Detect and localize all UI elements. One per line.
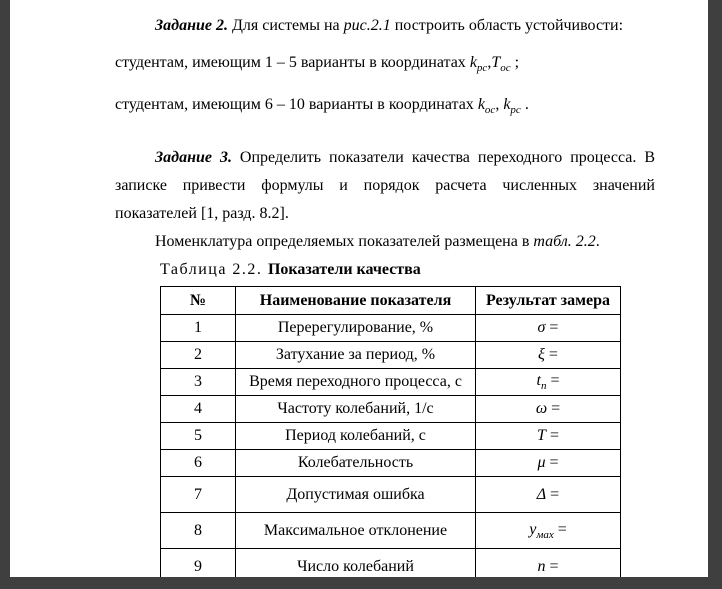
measurement-result: T =: [476, 423, 621, 450]
document-page: [10, 0, 708, 577]
row-number: 7: [161, 477, 236, 513]
task2-line3: студентам, имеющим 6 – 10 варианты в координатах $k_{ос}$, $k_{рс}$ .: [115, 96, 529, 116]
table-row: [161, 477, 621, 513]
row-number: 1: [161, 315, 236, 342]
row-number: 6: [161, 450, 236, 477]
indicator-name: Время переходного процесса, с: [236, 369, 476, 396]
indicator-name: Допустимая ошибка: [236, 477, 476, 513]
table-header: [161, 287, 621, 315]
measurement-result: Δ =: [476, 477, 621, 513]
quality-indicators-table: [160, 286, 621, 577]
task2-line1: Задание 2. Для системы на рис.2.1 построить область устойчивости:: [155, 17, 624, 34]
task2-line2: студентам, имеющим 1 – 5 варианты в координатах $k_{рс},T_{ос}$ ;: [115, 54, 520, 74]
measurement-result: ξ =: [476, 342, 621, 369]
table-row: [161, 396, 621, 423]
row-number: 3: [161, 369, 236, 396]
indicator-name: Колебательность: [236, 450, 476, 477]
row-number: 4: [161, 396, 236, 423]
row-number: 2: [161, 342, 236, 369]
indicator-name: Максимальное отклонение: [236, 513, 476, 549]
header-measurement-result: Результат замера: [476, 287, 621, 315]
task3-paragraph: Задание 3. Определить показатели качества переходного процесса. В записке привести формулы и порядок расчета численных значений показателей [1, разд. 8.2].: [115, 149, 656, 222]
table-caption: Таблица 2.2. Показатели качества: [160, 261, 421, 278]
table-row: [161, 423, 621, 450]
header-indicator-name: Наименование показателя: [236, 287, 476, 315]
measurement-result: μ =: [476, 450, 621, 477]
indicator-name: Перерегулирование, %: [236, 315, 476, 342]
header-number: №: [161, 287, 236, 315]
table-row: [161, 315, 621, 342]
measurement-result: σ =: [476, 315, 621, 342]
table-body: [161, 315, 621, 578]
indicator-name: Число колебаний: [236, 549, 476, 578]
row-number: 9: [161, 549, 236, 578]
measurement-result: $t_п$ =: [476, 369, 621, 396]
table-header-row: [161, 287, 621, 315]
nomenclature-paragraph: Номенклатура определяемых показателей размещена в табл. 2.2.: [155, 233, 600, 250]
indicator-name: Частоту колебаний, 1/с: [236, 396, 476, 423]
table-row: [161, 513, 621, 549]
table-row: [161, 450, 621, 477]
row-number: 8: [161, 513, 236, 549]
table-row: [161, 342, 621, 369]
indicator-name: Период колебаний, с: [236, 423, 476, 450]
table-row: [161, 369, 621, 396]
measurement-result: $y_{мах}$ =: [476, 513, 621, 549]
table-row: [161, 549, 621, 578]
indicator-name: Затухание за период, %: [236, 342, 476, 369]
row-number: 5: [161, 423, 236, 450]
measurement-result: ω =: [476, 396, 621, 423]
measurement-result: n =: [476, 549, 621, 578]
